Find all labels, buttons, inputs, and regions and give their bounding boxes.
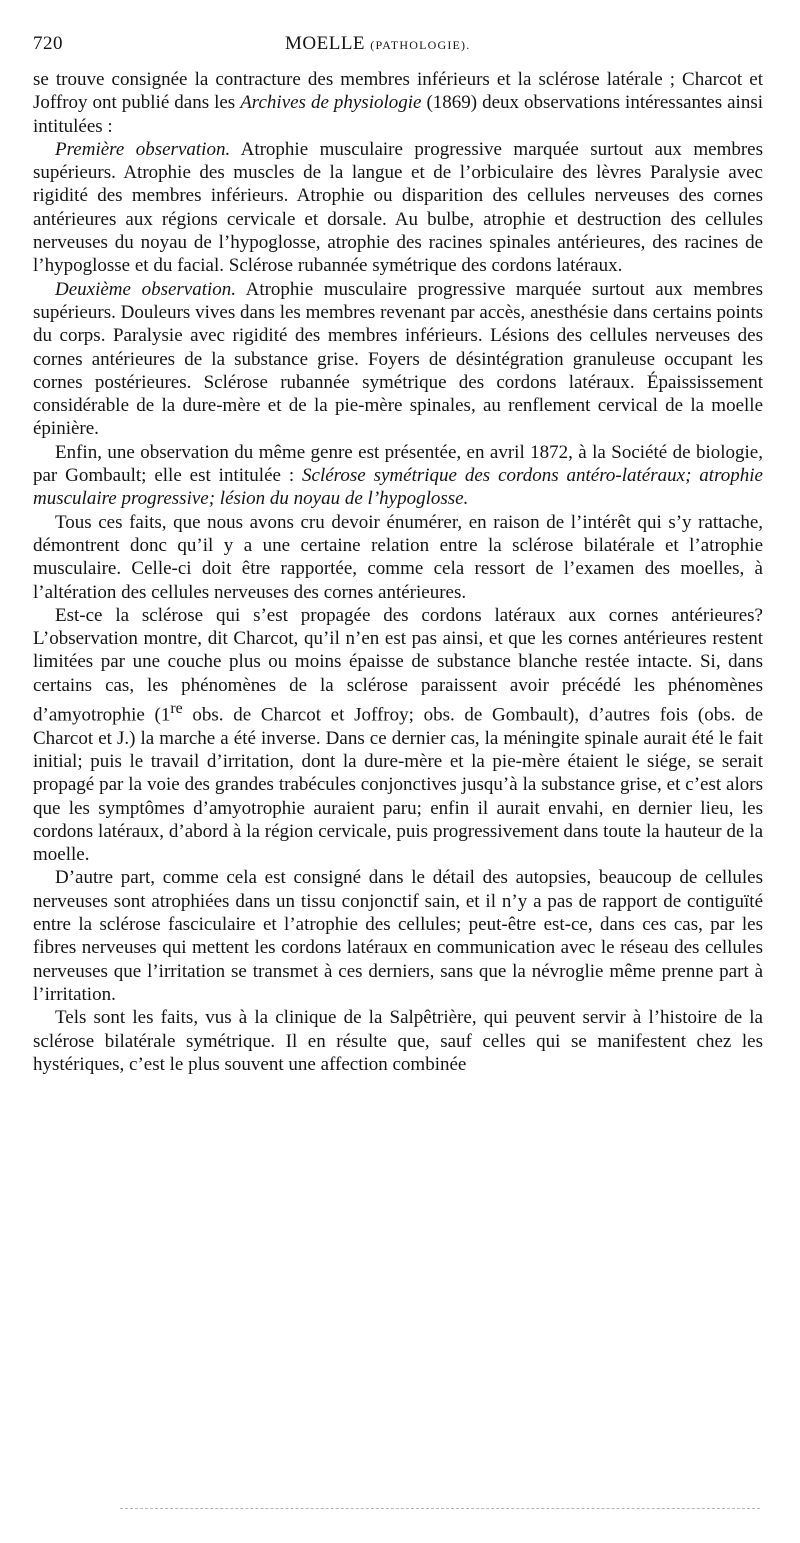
paragraph (33, 278, 763, 441)
paragraph (33, 68, 763, 138)
paragraph (33, 511, 763, 604)
paragraph-text: Atrophie musculaire progressive marquée surtout aux membres supérieurs. Douleurs vives dans les membres revenant par accès, anesthésie dans certains points du corps. Paralysie avec rigidité des membres inférieurs. Lésions des cellules nerveuses des cornes antérieures de la substance grise. Foyers de désintégration granuleuse occupant les cornes postérieures. Sclérose rubannée symétrique des cordons latéraux. Épaississement considérable de la dure-mère et de la pie-mère spinales, au renflement cervical de la moelle épinière. (33, 278, 763, 440)
paragraph (33, 866, 763, 1006)
italic-text: Première observation. (55, 138, 231, 160)
paragraph-text: D’autre part, comme cela est consigné dans le détail des autopsies, beaucoup de cellules nerveuses sont atrophiées dans un tissu conjonctif sain, et il n’y a pas de rapport de contiguïté entre la sclérose fasciculaire et l’atrophie des cellules; peut-être est-ce, dans ces cas, par les fibres nerveuses qui mettent les cordons latéraux en communication avec le réseau des cellules nerveuses que l’irritation se transmet à ces derniers, sans que la névroglie même prenne part à l’irritation. (33, 867, 763, 1005)
running-title-sub: (PATHOLOGIE). (370, 38, 471, 52)
running-title-main: MOELLE (285, 33, 366, 54)
paragraph-text: se trouve consignée la contracture des membres inférieurs et la sclérose latérale ; Charcot et Joffroy ont publié dans les (33, 69, 763, 114)
paragraph (33, 604, 763, 867)
italic-text: Deuxième observation. (55, 278, 237, 300)
running-header (33, 33, 763, 59)
paragraph-text: Est-ce la sclérose qui s’est propagée des cordons latéraux aux cornes antérieures? L’observation montre, dit Charcot, qu’il n’en est pas ainsi, et que les cornes antérieures restent limitées par une couche plus ou moins épaisse de substance blanche restée intacte. Si, dans certains cas, les phénomènes de la sclérose paraissent avoir précédé les phénomènes d’amyotrophie (1 (33, 604, 763, 726)
running-title (285, 33, 470, 55)
paragraph-text: Tous ces faits, que nous avons cru devoir énumérer, en raison de l’intérêt qui s’y rattache, démontrent donc qu’il y a une certaine relation entre la sclérose bilatérale et l’atrophie musculaire. Celle-ci doit être rapportée, comme cela ressort de l’examen des moelles, à l’altération des cellules nerveuses des cornes antérieures. (33, 511, 763, 603)
italic-text: Sclérose symétrique des cordons antéro-latéraux; atrophie musculaire progressive; lésion du noyau de l’hypoglosse. (33, 465, 763, 510)
page-number: 720 (33, 33, 63, 54)
superscript-text: re (170, 700, 183, 718)
footer-rule (120, 1508, 760, 1509)
body-text (33, 68, 763, 1076)
paragraph-text: Atrophie musculaire progressive marquée surtout aux membres supérieurs. Atrophie des muscles de la langue et de l’orbiculaire des lèvres Paralysie avec rigidité des membres inférieurs. Atrophie ou disparition des cellules nerveuses des cornes antérieures aux régions cervicale et dorsale. Au bulbe, atrophie et destruction des cellules nerveuses du noyau de l’hypoglosse, atrophie des racines spinales antérieures, des racines de l’hypoglosse et du facial. Sclérose rubannée symétrique des cordons latéraux. (33, 138, 764, 277)
paragraph-text: Enfin, une observation du même genre est présentée, en avril 1872, à la Société de biologie, par Gombault; elle est intitulée : (33, 441, 763, 487)
paragraph-text: obs. de Charcot et Joffroy; obs. de Gombault), d’autres fois (obs. de Charcot et J.) la marche a été inverse. Dans ce dernier cas, la méningite spinale aurait été le fait initial; puis le travail d’irritation, dont la dure-mère et la pie-mère étaient le siége, se serait propagé par la voie des grandes trabécules conjonctives jusqu’à la substance grise, et c’est alors que les symptômes d’amyotrophie auraient paru; enfin il aurait envahi, en dernier lieu, les cordons latéraux, d’abord à la région cervicale, puis progressivement dans toute la hauteur de la moelle. (33, 704, 763, 866)
paragraph (33, 441, 763, 511)
paragraph-text: (1869) deux observations intéressantes ainsi intitulées : (33, 92, 763, 137)
italic-text: Archives de physiologie (240, 92, 422, 114)
paragraph (33, 1006, 763, 1076)
paragraph (33, 138, 763, 278)
paragraph-text: Tels sont les faits, vus à la clinique de la Salpêtrière, qui peuvent servir à l’histoire de la sclérose bilatérale symétrique. Il en résulte que, sauf celles qui se manifestent chez les hystériques, c’est le plus souvent une affection combinée (33, 1007, 763, 1075)
